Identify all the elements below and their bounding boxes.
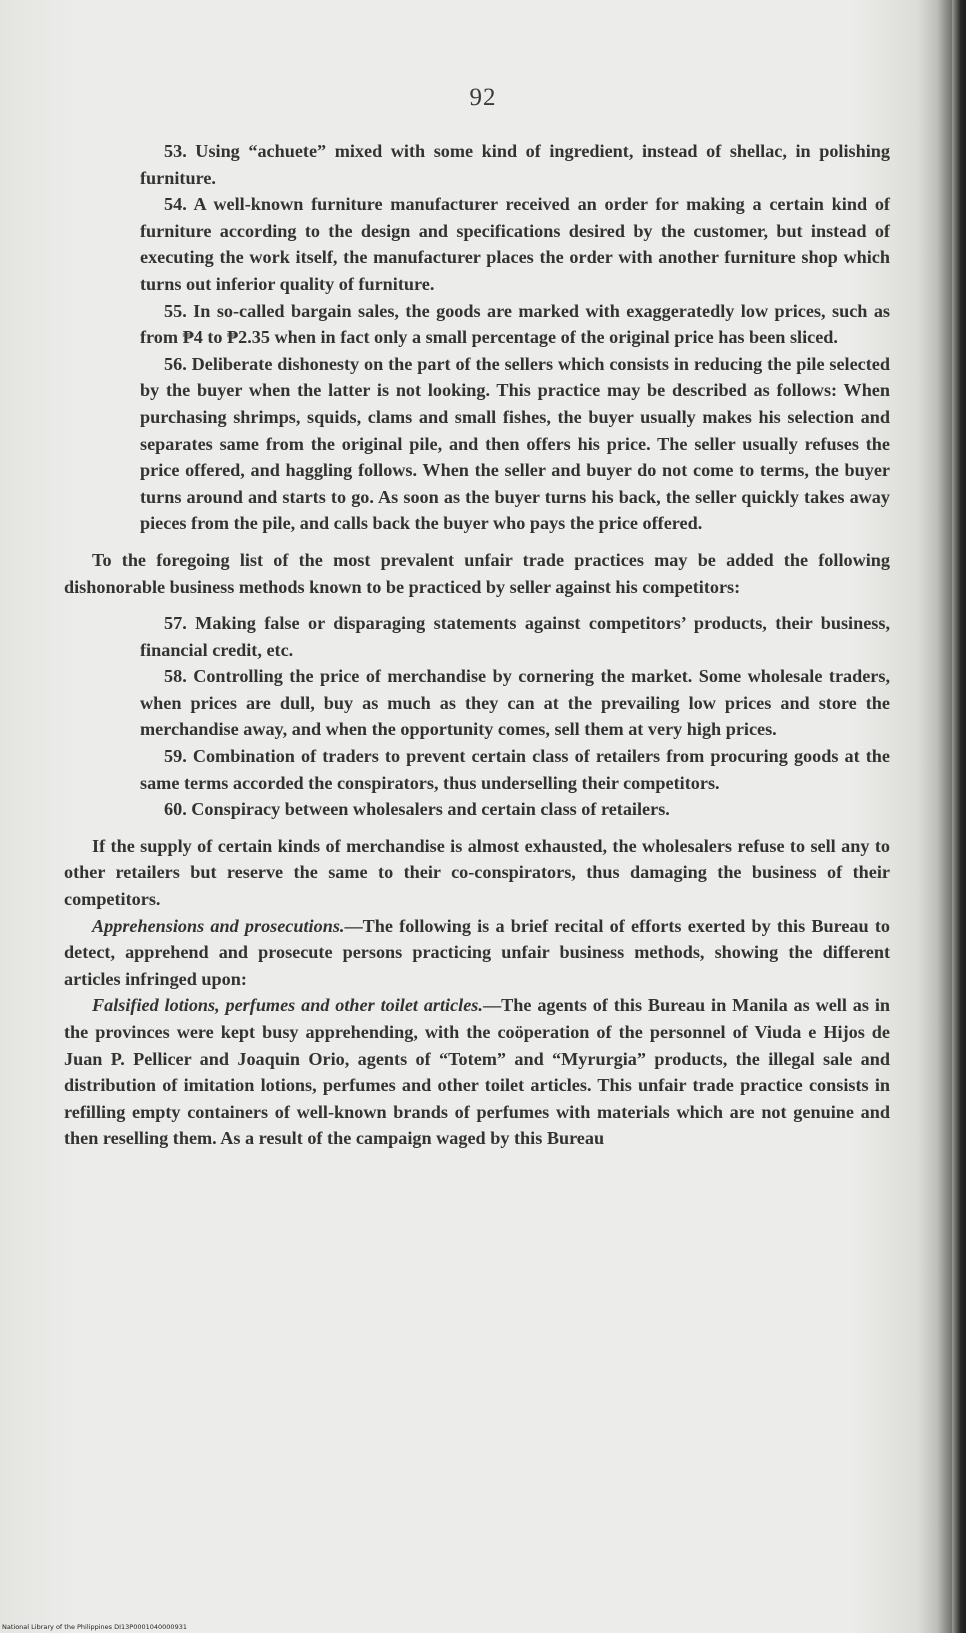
- scan-footer: National Library of the Philippines DI13P0001040000931: [2, 1623, 187, 1631]
- section-heading-falsified: Falsified lotions, perfumes and other toilet articles.: [92, 995, 483, 1016]
- paragraph-supply: If the supply of certain kinds of merchandise is almost exhausted, the wholesalers refuse to sell any to other retailers but reserve the same to their co-conspirators, thus damaging the business of their competitors.: [64, 835, 890, 910]
- paragraph-falsified: [64, 992, 890, 1152]
- paragraph-foregoing: To the foregoing list of the most prevalent unfair trade practices may be added the following dishonorable business methods known to be practiced by seller against his competitors:: [64, 549, 890, 597]
- list-item-59: 59. Combination of traders to prevent certain class of retailers from procuring goods at the same terms accorded the conspirators, thus underselling their competitors.: [140, 746, 890, 793]
- list-item-54: 54. A well-known furniture manufacturer received an order for making a certain kind of furniture according to the design and specifications desired by the customer, but instead of executing the work itself, the manufacturer places the order with another furniture shop which turns out inferior quality of furniture.: [140, 194, 890, 294]
- page-edge-shadow: [952, 0, 966, 1633]
- list-item-60: 60. Conspiracy between wholesalers and certain class of retailers.: [164, 799, 670, 820]
- list-item-53: 53. Using “achuete” mixed with some kind of ingredient, instead of shellac, in polishing furniture.: [140, 141, 890, 188]
- list-item-58: 58. Controlling the price of merchandise by cornering the market. Some wholesale traders, when prices are dull, buy as much as they can at the prevailing low prices and store the merchandise away, and when the opportunity comes, sell them at very high prices.: [140, 666, 890, 740]
- falsified-text: —The agents of this Bureau in Manila as well as in the provinces were kept busy apprehending, with the coöperation of the personnel of Viuda e Hijos de Juan P. Pellicer and Joaquin Orio, agents of “Totem” and “Myrurgia” products, the illegal sale and distribution of imitation lotions, perfumes and other toilet articles. This unfair trade practice consists in refilling empty containers of well-known brands of perfumes with materials which are not genuine and then reselling them. As a result of the campaign waged by this Bureau: [64, 995, 890, 1149]
- apprehensions-text: —The following is a brief recital of efforts exerted by this Bureau to detect, apprehend and prosecute persons practicing unfair business methods, showing the different articles infringed upon:: [64, 915, 890, 989]
- page-body: [64, 138, 890, 1152]
- list-item-56: 56. Deliberate dishonesty on the part of the sellers which consists in reducing the pile selected by the buyer when the latter is not looking. This practice may be described as follows: When purchasing shrimps, squids, clams and small fishes, the buyer usually makes his selection and separates same from the original pile, and then offers his price. The seller usually refuses the price offered, and haggling follows. When the seller and buyer do not come to terms, the buyer turns around and starts to go. As soon as the buyer turns his back, the seller quickly takes away pieces from the pile, and calls back the buyer who pays the price offered.: [140, 353, 890, 534]
- list-item-57: 57. Making false or disparaging statements against competitors’ products, their business, financial credit, etc.: [140, 613, 890, 660]
- paragraph-apprehensions: [64, 913, 890, 993]
- page-number: 92: [469, 84, 497, 111]
- section-heading-apprehensions: Apprehensions and prosecutions.: [92, 915, 345, 936]
- list-item-55: 55. In so-called bargain sales, the goods are marked with exaggeratedly low prices, such as from ₱4 to ₱2.35 when in fact only a small percentage of the original price has been sliced.: [140, 300, 890, 348]
